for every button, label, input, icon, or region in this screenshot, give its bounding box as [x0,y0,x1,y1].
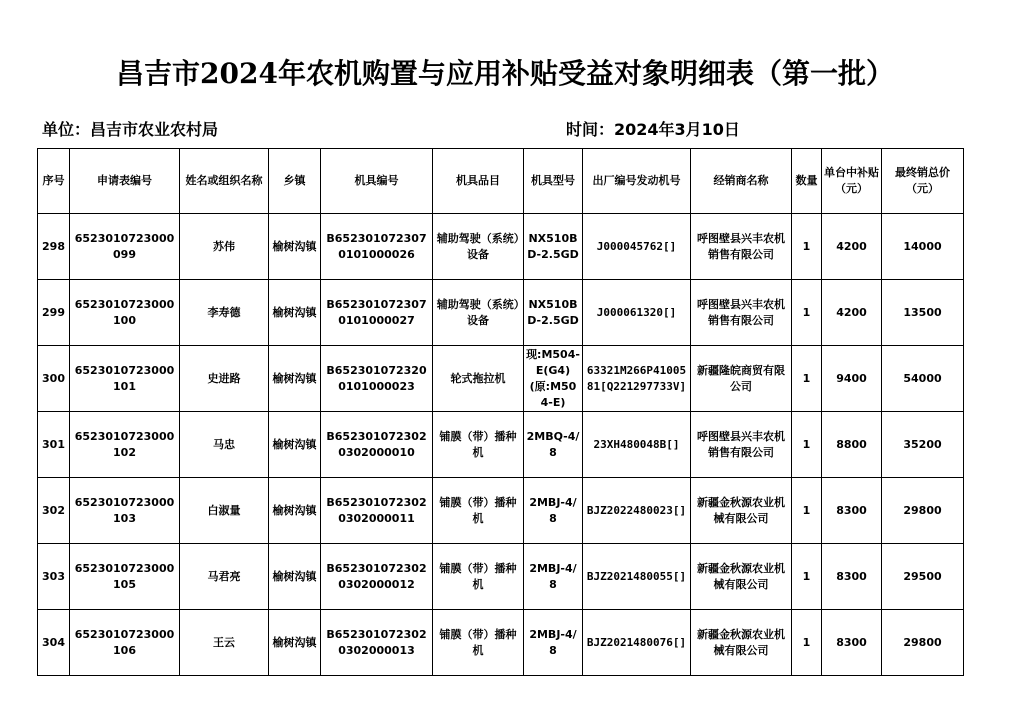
cell-application-no: 6523010723000106 [70,610,180,676]
cell-application-no: 6523010723000101 [70,346,180,412]
cell-serial: BJZ2022480023[] [583,478,691,544]
cell-price: 29500 [882,544,964,610]
cell-item: 铺膜（带）播种机 [433,478,524,544]
cell-town: 榆树沟镇 [269,214,321,280]
cell-model: 现:M504-E(G4)(原:M504-E) [524,346,583,412]
cell-price: 13500 [882,280,964,346]
table-row [38,412,964,478]
cell-name: 史进路 [180,346,269,412]
cell-machine-no: B6523010723070101000026 [321,214,433,280]
cell-name: 王云 [180,610,269,676]
header-cell: 乡镇 [269,149,321,214]
table-row [38,214,964,280]
header-cell: 单台中补贴（元） [822,149,882,214]
cell-machine-no: B6523010723020302000010 [321,412,433,478]
header-cell: 序号 [38,149,70,214]
date-label: 时间：2024年3月10日 [566,120,740,139]
table-row [38,280,964,346]
cell-qty: 1 [792,412,822,478]
cell-serial: J000061320[] [583,280,691,346]
cell-qty: 1 [792,478,822,544]
cell-no: 303 [38,544,70,610]
cell-name: 白淑量 [180,478,269,544]
cell-item: 铺膜（带）播种机 [433,412,524,478]
header-cell: 机具型号 [524,149,583,214]
cell-town: 榆树沟镇 [269,346,321,412]
cell-town: 榆树沟镇 [269,280,321,346]
cell-serial: 63321M266P4100581[Q221297733V] [583,346,691,412]
cell-model: NX510BD-2.5GD [524,280,583,346]
cell-dealer: 呼图壁县兴丰农机销售有限公司 [691,214,792,280]
header-cell: 姓名或组织名称 [180,149,269,214]
cell-item: 轮式拖拉机 [433,346,524,412]
cell-dealer: 新疆金秋源农业机械有限公司 [691,610,792,676]
cell-item: 铺膜（带）播种机 [433,610,524,676]
cell-town: 榆树沟镇 [269,478,321,544]
cell-no: 301 [38,412,70,478]
cell-model: 2MBJ-4/8 [524,544,583,610]
header-cell: 出厂编号发动机号 [583,149,691,214]
cell-name: 马忠 [180,412,269,478]
cell-price: 29800 [882,478,964,544]
cell-machine-no: B6523010723070101000027 [321,280,433,346]
cell-dealer: 新疆隆皖商贸有限公司 [691,346,792,412]
cell-subsidy: 4200 [822,280,882,346]
cell-qty: 1 [792,544,822,610]
table-row [38,544,964,610]
header-cell: 机具品目 [433,149,524,214]
cell-qty: 1 [792,214,822,280]
table-row [38,610,964,676]
cell-dealer: 新疆金秋源农业机械有限公司 [691,478,792,544]
cell-item: 辅助驾驶（系统）设备 [433,214,524,280]
cell-dealer: 新疆金秋源农业机械有限公司 [691,544,792,610]
cell-town: 榆树沟镇 [269,412,321,478]
cell-machine-no: B6523010723020302000013 [321,610,433,676]
cell-machine-no: B6523010723020302000011 [321,478,433,544]
cell-qty: 1 [792,610,822,676]
cell-serial: J000045762[] [583,214,691,280]
cell-machine-no: B6523010723200101000023 [321,346,433,412]
cell-qty: 1 [792,346,822,412]
cell-serial: 23XH480048B[] [583,412,691,478]
cell-model: 2MBJ-4/8 [524,478,583,544]
subsidy-table [37,148,964,676]
cell-no: 298 [38,214,70,280]
header-cell: 机具编号 [321,149,433,214]
table-row [38,478,964,544]
table-row [38,346,964,412]
cell-no: 302 [38,478,70,544]
cell-price: 54000 [882,346,964,412]
header-cell: 数量 [792,149,822,214]
cell-model: NX510BD-2.5GD [524,214,583,280]
cell-price: 14000 [882,214,964,280]
cell-dealer: 呼图壁县兴丰农机销售有限公司 [691,412,792,478]
cell-no: 304 [38,610,70,676]
table-header-row [38,149,964,214]
cell-machine-no: B6523010723020302000012 [321,544,433,610]
cell-application-no: 6523010723000102 [70,412,180,478]
cell-serial: BJZ2021480055[] [583,544,691,610]
cell-item: 铺膜（带）播种机 [433,544,524,610]
cell-subsidy: 4200 [822,214,882,280]
cell-dealer: 呼图壁县兴丰农机销售有限公司 [691,280,792,346]
cell-application-no: 6523010723000100 [70,280,180,346]
cell-name: 马君亮 [180,544,269,610]
document-title: 昌吉市2024年农机购置与应用补贴受益对象明细表（第一批） [116,57,894,90]
cell-no: 299 [38,280,70,346]
cell-subsidy: 8300 [822,478,882,544]
cell-town: 榆树沟镇 [269,610,321,676]
cell-subsidy: 8800 [822,412,882,478]
header-cell: 申请表编号 [70,149,180,214]
cell-serial: BJZ2021480076[] [583,610,691,676]
header-cell: 经销商名称 [691,149,792,214]
cell-application-no: 6523010723000103 [70,478,180,544]
unit-label: 单位：昌吉市农业农村局 [42,120,219,139]
cell-price: 29800 [882,610,964,676]
cell-model: 2MBJ-4/8 [524,610,583,676]
cell-no: 300 [38,346,70,412]
cell-name: 苏伟 [180,214,269,280]
cell-name: 李寿德 [180,280,269,346]
cell-town: 榆树沟镇 [269,544,321,610]
cell-qty: 1 [792,280,822,346]
cell-item: 辅助驾驶（系统）设备 [433,280,524,346]
cell-application-no: 6523010723000099 [70,214,180,280]
cell-subsidy: 9400 [822,346,882,412]
cell-price: 35200 [882,412,964,478]
cell-application-no: 6523010723000105 [70,544,180,610]
header-cell: 最终销总价（元） [882,149,964,214]
cell-subsidy: 8300 [822,544,882,610]
cell-model: 2MBQ-4/8 [524,412,583,478]
cell-subsidy: 8300 [822,610,882,676]
